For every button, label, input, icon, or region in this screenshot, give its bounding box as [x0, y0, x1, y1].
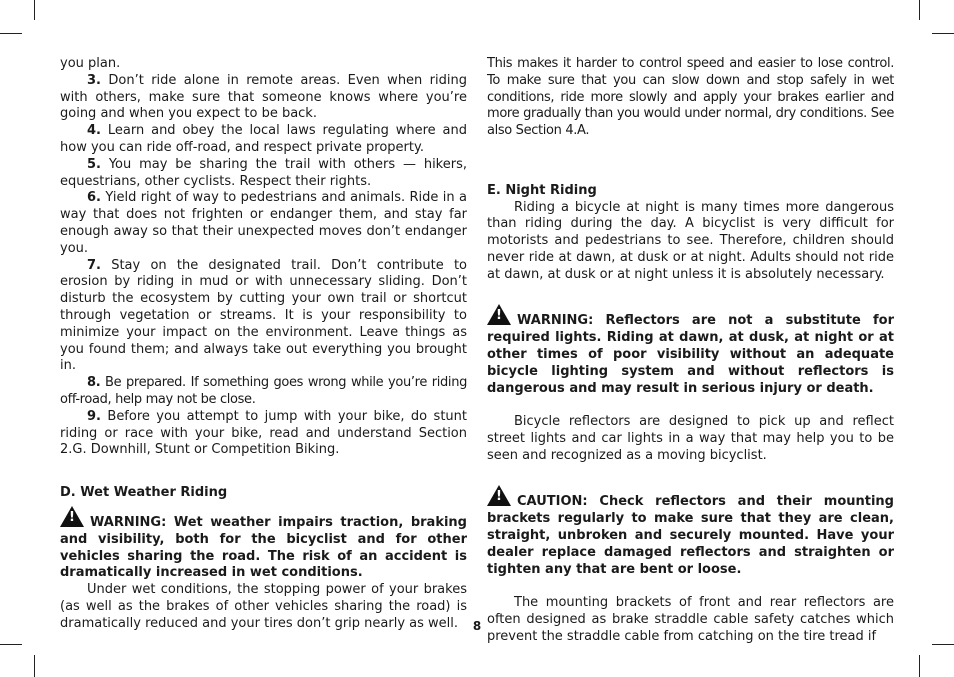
list-item — [60, 190, 467, 257]
item-text: Be prepared. If something goes wrong while you’re riding off-road, help may not be close. — [60, 375, 467, 407]
crop-mark — [34, 0, 35, 20]
paragraph: This makes it harder to control speed and easier to lose control. To make sure that you can slow down and stop safely in wet conditions, ride more slowly and apply your brakes earlier and more gradually than you would under normal, dry conditions. See also Section 4.A. — [487, 56, 894, 139]
paragraph: Riding a bicycle at night is many times more dangerous than riding during the day. A bicyclist is very difficult for motorists and pedestrians to see. Therefore, children should never ride at dawn, at dusk or at night. Adults should not ride at dawn, at dusk or at night unless it is absolutely necessary. — [487, 199, 894, 282]
warning-block — [60, 506, 467, 582]
item-number: 6. — [87, 190, 101, 206]
item-number: 4. — [87, 123, 101, 139]
page-number: 8 — [472, 619, 482, 633]
section-heading: D. Wet Weather Riding — [60, 485, 228, 501]
paragraph: Under wet conditions, the stopping power of your brakes (as well as the brakes of other vehicles sharing the road) is dramatically reduced and your tires don’t grip nearly as well. — [60, 582, 467, 631]
list-item — [60, 375, 467, 409]
list-item — [60, 409, 467, 459]
caution-text: CAUTION: Check reflectors and their mounting brackets regularly to make sure that they are clean, straight, unbroken and securely mounted. Have your dealer replace damaged reflectors and straighten or tighten any that are bent or loose. — [487, 494, 894, 577]
crop-mark — [0, 33, 22, 34]
item-number: 9. — [87, 408, 101, 424]
crop-mark — [0, 644, 22, 645]
warning-triangle-icon — [487, 485, 511, 506]
item-text: Before you attempt to jump with your bike, do stunt riding or race with your bike, read and understand Section 2.G. Downhill, Stunt or Competition Biking. — [60, 408, 467, 458]
warning-text: WARNING: Wet weather impairs traction, braking and visibility, both for the bicyclist and for other vehicles sharing the road. The risk of an accident is dramatically increased in wet conditions. — [60, 514, 467, 581]
paragraph: The mounting brackets of front and rear reflectors are often designed as brake straddle cable safety catches which prevent the straddle cable from catching on the tire tread if — [487, 595, 894, 644]
list-item — [60, 73, 467, 123]
warning-triangle-icon — [60, 506, 84, 527]
item-text: Don’t ride alone in remote areas. Even when riding with others, make sure that someone knows where you’re going and when you expect to be back. — [60, 72, 467, 122]
crop-mark — [932, 644, 954, 645]
item-number: 8. — [87, 375, 101, 391]
item-number: 3. — [87, 72, 101, 88]
paragraph: you plan. — [60, 56, 121, 71]
list-item — [60, 123, 467, 157]
caution-block — [487, 485, 894, 578]
list-item — [60, 258, 467, 376]
item-text: Stay on the designated trail. Don’t contribute to erosion by riding in mud or with unnecessary sliding. Don’t disturb the ecosystem by cutting your own trail or shortcut through vegetation or streams. It is your responsibility to minimize your impact on the environment. Leave things as you found them; and always take out everything you brought in. — [60, 257, 467, 374]
crop-mark — [34, 655, 35, 677]
item-number: 5. — [87, 156, 101, 172]
crop-mark — [932, 33, 954, 34]
left-column — [60, 56, 467, 633]
section-heading: E. Night Riding — [487, 182, 597, 198]
warning-block — [487, 304, 894, 397]
crop-mark — [919, 655, 920, 677]
item-text: Learn and obey the local laws regulating where and how you can ride off-road, and respect private property. — [60, 123, 467, 155]
crop-mark — [919, 0, 920, 20]
right-column — [487, 56, 894, 646]
list-item — [60, 157, 467, 191]
item-number: 7. — [87, 257, 101, 273]
warning-triangle-icon — [487, 304, 511, 325]
paragraph: Bicycle reflectors are designed to pick up and reflect street lights and car lights in a way that may help you to be seen and recognized as a moving bicyclist. — [487, 414, 894, 463]
warning-text: WARNING: Reflectors are not a substitute for required lights. Riding at dawn, at dusk, at night or at other times of poor visibility without an adequate bicycle lighting system and without reflectors is dangerous and may result in serious injury or death. — [487, 313, 894, 396]
item-text: Yield right of way to pedestrians and animals. Ride in a way that does not frighten or endanger them, and stay far enough away so that their unexpected moves don’t endanger you. — [60, 190, 467, 256]
item-text: You may be sharing the trail with others — hikers, equestrians, other cyclists. Respect their rights. — [60, 156, 467, 189]
